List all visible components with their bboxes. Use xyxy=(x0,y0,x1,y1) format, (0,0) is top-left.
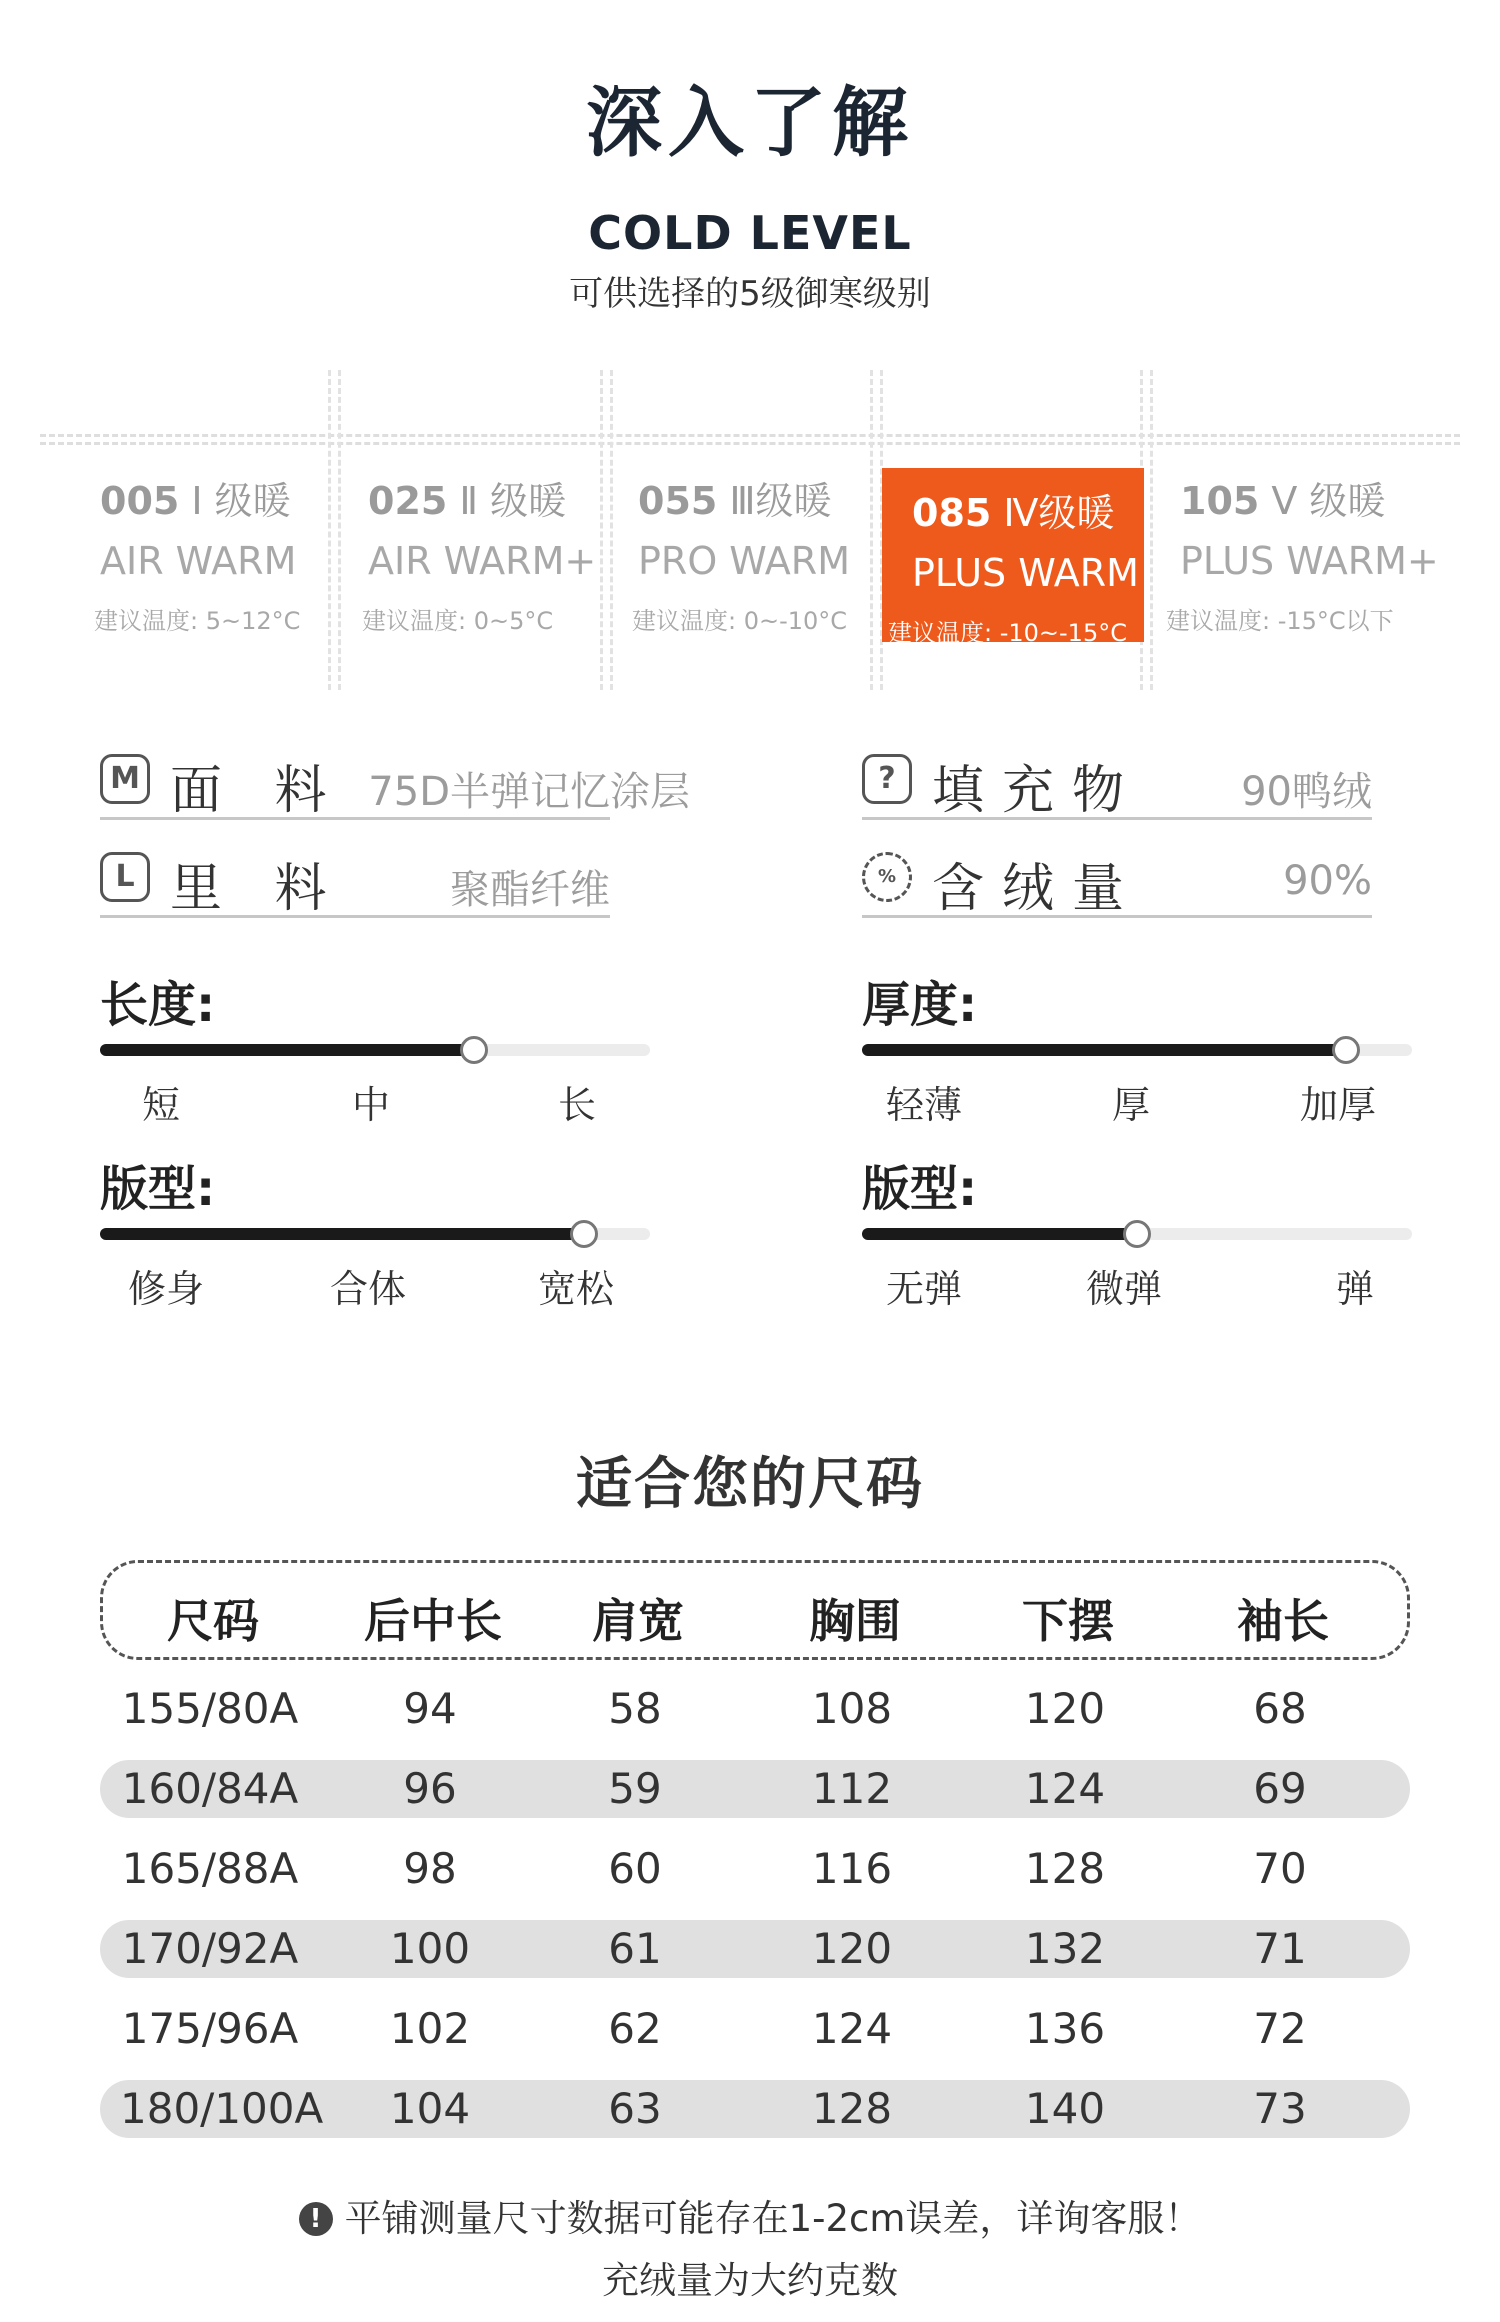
table-cell: 70 xyxy=(1253,1844,1307,1893)
level-grade: Ⅰ 级暖 xyxy=(191,479,291,523)
table-cell: 136 xyxy=(1024,2004,1106,2053)
slider-track xyxy=(100,1044,650,1056)
table-cell: 108 xyxy=(811,1684,893,1733)
slider-track xyxy=(862,1228,1412,1240)
cold-level-heading: COLD LEVEL xyxy=(588,206,912,260)
level-code: 105 xyxy=(1180,479,1260,523)
slider-title: 版型: xyxy=(862,1161,978,1217)
tick-label: 加厚 xyxy=(1300,1083,1377,1127)
page-title: 深入了解 xyxy=(586,78,914,167)
table-cell: 128 xyxy=(1024,1844,1106,1893)
slider-knob[interactable] xyxy=(570,1220,598,1248)
table-row xyxy=(100,1680,1410,1738)
tick-label: 宽松 xyxy=(538,1267,615,1311)
tick-label: 弹 xyxy=(1336,1267,1375,1311)
slider-ticks xyxy=(862,1258,1412,1311)
size-table-title: 适合您的尺码 xyxy=(576,1452,924,1517)
slider-track xyxy=(100,1228,650,1240)
grid-line xyxy=(1150,370,1153,690)
spec-filling xyxy=(862,740,1372,820)
level-name: PLUS WARM xyxy=(912,551,1139,595)
slider-ticks xyxy=(100,1258,650,1311)
table-cell: 98 xyxy=(403,1844,457,1893)
cold-level-selector xyxy=(0,370,1500,690)
level-name: PRO WARM xyxy=(638,539,850,583)
down-weight-note: 充绒量为大约克数 xyxy=(602,2259,898,2302)
level-grade: Ⅲ级暖 xyxy=(729,479,832,523)
level-temp: 建议温度: -15°C以下 xyxy=(1166,607,1394,635)
table-cell: 180/100A xyxy=(120,2084,324,2133)
tick-label: 短 xyxy=(142,1083,181,1127)
table-cell: 61 xyxy=(608,1924,662,1973)
spec-down-content xyxy=(862,838,1372,918)
level-temp: 建议温度: 0~-10°C xyxy=(632,607,848,635)
spec-value: 90% xyxy=(1283,858,1372,904)
header-cell: 胸围 xyxy=(809,1594,901,1648)
lining-l-icon: L xyxy=(100,852,150,902)
level-head xyxy=(362,470,624,525)
grid-line xyxy=(40,442,1460,445)
level-code: 005 xyxy=(100,479,180,523)
table-cell: 155/80A xyxy=(121,1684,299,1733)
tick-label: 合体 xyxy=(330,1267,407,1311)
level-temp: 建议温度: -10~-15°C xyxy=(888,619,1127,647)
table-cell: 72 xyxy=(1253,2004,1307,2053)
table-cell: 170/92A xyxy=(121,1924,299,1973)
table-row xyxy=(100,1840,1410,1898)
slider-fill xyxy=(862,1228,1137,1240)
level-temp: 建议温度: 5~12°C xyxy=(94,607,301,635)
spec-label: 含绒量 xyxy=(932,859,1143,919)
table-cell: 59 xyxy=(608,1764,662,1813)
table-cell: 165/88A xyxy=(121,1844,299,1893)
thickness-slider xyxy=(862,966,1422,1127)
table-cell: 120 xyxy=(811,1924,893,1973)
spec-value: 聚酯纤维 xyxy=(450,867,610,913)
table-cell: 128 xyxy=(811,2084,893,2133)
level-grade: Ⅴ 级暖 xyxy=(1271,479,1386,523)
level-head xyxy=(94,470,356,525)
tick-label: 微弹 xyxy=(1086,1267,1163,1311)
table-cell: 120 xyxy=(1024,1684,1106,1733)
level-code: 025 xyxy=(368,479,448,523)
table-cell: 124 xyxy=(1024,1764,1106,1813)
table-cell: 62 xyxy=(608,2004,662,2053)
table-cell: 73 xyxy=(1253,2084,1307,2133)
level-name: PLUS WARM+ xyxy=(1180,539,1439,583)
level-name: AIR WARM xyxy=(100,539,297,583)
slider-knob[interactable] xyxy=(1123,1220,1151,1248)
fabric-m-icon: M xyxy=(100,754,150,804)
level-head xyxy=(882,468,1144,537)
spec-label: 面 料 xyxy=(170,761,345,821)
spec-fabric xyxy=(100,740,690,821)
table-cell: 175/96A xyxy=(121,2004,299,2053)
table-cell: 104 xyxy=(389,2084,471,2133)
level-temp: 建议温度: 0~5°C xyxy=(362,607,554,635)
tick-label: 修身 xyxy=(128,1267,205,1311)
length-slider xyxy=(100,966,660,1127)
table-cell: 96 xyxy=(403,1764,457,1813)
level-head xyxy=(632,470,894,525)
filling-question-icon: ? xyxy=(862,754,912,804)
spec-label: 填充物 xyxy=(932,761,1143,821)
level-code: 085 xyxy=(912,491,992,535)
table-cell: 69 xyxy=(1253,1764,1307,1813)
header-cell: 下摆 xyxy=(1022,1594,1114,1648)
slider-title: 版型: xyxy=(100,1161,216,1217)
tick-label: 长 xyxy=(558,1083,597,1127)
tick-label: 无弹 xyxy=(886,1267,963,1311)
slider-ticks xyxy=(100,1074,650,1127)
cold-level-subheading: 可供选择的5级御寒级别 xyxy=(569,274,931,314)
header-cell: 后中长 xyxy=(364,1594,502,1648)
size-table-header xyxy=(100,1560,1410,1660)
level-option-025[interactable] xyxy=(362,470,624,640)
level-option-005[interactable] xyxy=(94,470,356,640)
grid-line xyxy=(40,434,1460,437)
slider-knob[interactable] xyxy=(460,1036,488,1064)
spec-lining xyxy=(100,838,610,918)
spec-value: 75D半弹记忆涂层 xyxy=(368,769,690,815)
table-cell: 160/84A xyxy=(121,1764,299,1813)
table-cell: 68 xyxy=(1253,1684,1307,1733)
slider-title: 厚度: xyxy=(862,977,978,1033)
slider-fill xyxy=(100,1044,474,1056)
level-head xyxy=(1166,470,1466,525)
fit-slider xyxy=(100,1150,660,1311)
spec-value: 90鸭绒 xyxy=(1241,769,1372,815)
slider-fill xyxy=(862,1044,1346,1056)
level-name: AIR WARM+ xyxy=(368,539,597,583)
spec-label: 里 料 xyxy=(170,859,345,919)
slider-knob[interactable] xyxy=(1332,1036,1360,1064)
measurement-note xyxy=(0,2188,1500,2242)
table-cell: 60 xyxy=(608,1844,662,1893)
level-option-055[interactable] xyxy=(632,470,894,640)
header-cell: 尺码 xyxy=(167,1594,259,1648)
slider-ticks xyxy=(862,1074,1412,1127)
stretch-slider xyxy=(862,1150,1422,1311)
table-cell: 100 xyxy=(389,1924,471,1973)
header-cell: 袖长 xyxy=(1237,1594,1329,1648)
table-row xyxy=(100,2080,1410,2138)
note-text: 平铺测量尺寸数据可能存在1-2cm误差，详询客服！ xyxy=(344,2197,1202,2240)
slider-track xyxy=(862,1044,1412,1056)
table-row xyxy=(100,2000,1410,2058)
level-grade: Ⅱ 级暖 xyxy=(459,479,567,523)
level-code: 055 xyxy=(638,479,718,523)
table-cell: 58 xyxy=(608,1684,662,1733)
header-cell: 肩宽 xyxy=(592,1594,684,1648)
tick-label: 中 xyxy=(352,1083,391,1127)
level-option-085-selected[interactable] xyxy=(882,468,1144,647)
table-cell: 63 xyxy=(608,2084,662,2133)
table-cell: 140 xyxy=(1024,2084,1106,2133)
table-cell: 124 xyxy=(811,2004,893,2053)
slider-fill xyxy=(100,1228,584,1240)
table-cell: 94 xyxy=(403,1684,457,1733)
level-option-105[interactable] xyxy=(1166,470,1466,640)
warning-icon: ! xyxy=(299,2202,333,2236)
table-cell: 116 xyxy=(811,1844,893,1893)
slider-title: 长度: xyxy=(100,977,216,1033)
level-grade: Ⅳ级暖 xyxy=(1003,491,1115,535)
table-row xyxy=(100,1920,1410,1978)
percent-icon: % xyxy=(862,852,912,902)
table-cell: 132 xyxy=(1024,1924,1106,1973)
table-row xyxy=(100,1760,1410,1818)
table-cell: 112 xyxy=(811,1764,893,1813)
table-cell: 71 xyxy=(1253,1924,1307,1973)
tick-label: 厚 xyxy=(1112,1083,1151,1127)
table-cell: 102 xyxy=(389,2004,471,2053)
tick-label: 轻薄 xyxy=(886,1083,963,1127)
